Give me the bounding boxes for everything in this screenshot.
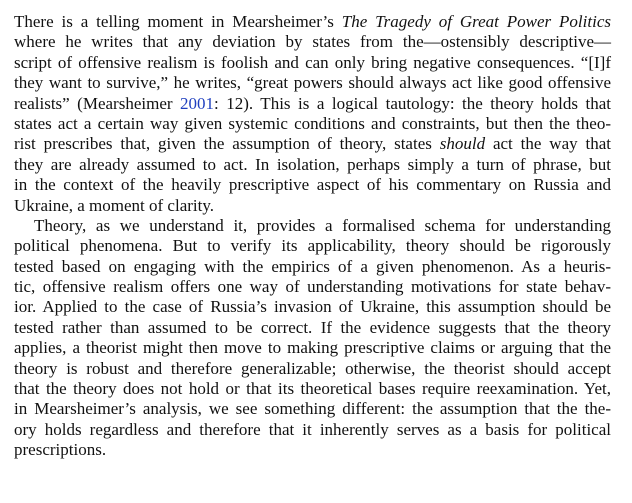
paragraph-2-line-8: [14, 359, 611, 379]
text-segment: realists” (Mearsheimer: [14, 93, 181, 113]
paragraph-2-line-6: [14, 318, 611, 338]
paragraph-2-line-9: [14, 379, 611, 399]
text-segment: they are already assumed to act. In isolation, perhaps simply a turn of phrase, but: [14, 154, 611, 174]
paragraph-2-line-3: [14, 257, 611, 277]
text-segment: that the theory does not hold or that its theoretical bases require reexamination. Yet,: [14, 379, 611, 399]
document-body: [14, 12, 611, 461]
text-segment: applies, a theorist might then move to making prescriptive claims or arguing that the: [14, 338, 611, 358]
paragraph-2-line-1: [14, 216, 611, 236]
paragraph-1-line-10: [14, 196, 611, 216]
text-segment: tic, offensive realism offers one way of understanding motivations for state behav-: [14, 277, 611, 297]
paragraph-1-line-2: [14, 32, 611, 52]
text-segment: where he writes that any deviation by states from the—ostensibly descriptive—: [14, 32, 611, 52]
text-segment: rist prescribes that, given the assumption of theory, states: [14, 134, 440, 154]
text-segment: theory is robust and therefore generalizable; otherwise, the theorist should accept: [14, 358, 611, 378]
citation-link[interactable]: 2001: [180, 93, 215, 113]
paragraph-2-line-10: [14, 399, 611, 419]
paragraph-1-line-6: [14, 114, 611, 134]
paragraph-2-line-5: [14, 297, 611, 317]
paragraph-1-line-9: [14, 175, 611, 195]
text-segment: ior. Applied to the case of Russia’s invasion of Ukraine, this assumption should be: [14, 297, 611, 317]
paragraph-2-line-11: [14, 420, 611, 440]
paragraph-2-line-12: [14, 440, 611, 460]
paragraph-1-line-8: [14, 155, 611, 175]
text-segment: script of offensive realism is foolish and can only bring negative consequences. “[I]f: [14, 52, 611, 72]
paragraph-1-line-3: [14, 53, 611, 73]
paragraph-1-line-1: [14, 12, 611, 32]
paragraph-2-line-4: [14, 277, 611, 297]
text-segment: states act a certain way given systemic conditions and constraints, but then the theo-: [14, 113, 611, 133]
text-segment: political phenomena. But to verify its applicability, theory should be rigorously: [14, 236, 611, 256]
paragraph-2-line-2: [14, 236, 611, 256]
paragraph-2-line-7: [14, 338, 611, 358]
paragraph-1-line-5: [14, 94, 611, 114]
text-segment: There is a telling moment in Mearsheimer’s: [14, 12, 342, 31]
text-segment: ory holds regardless and therefore that it inherently serves as a basis for political: [14, 419, 611, 439]
paragraph-1-line-7: [14, 134, 611, 154]
italic-text: should: [439, 134, 486, 154]
paragraph-1-line-4: [14, 73, 611, 93]
text-segment: they want to survive,” he writes, “great powers should always act like good offensive: [14, 73, 611, 93]
text-segment: Theory, as we understand it, provides a formalised schema for understanding: [34, 215, 611, 235]
text-segment: in Mearsheimer’s analysis, we see something different: the assumption that the the-: [14, 399, 611, 419]
text-segment: in the context of the heavily prescriptive aspect of his commentary on Russia and: [14, 175, 611, 195]
text-segment: tested rather than assumed to be correct. If the evidence suggests that the theory: [14, 317, 611, 337]
text-segment: tested based on engaging with the empirics of a given phenomenon. As a heuris-: [14, 256, 611, 276]
text-segment: Ukraine, a moment of clarity.: [14, 195, 214, 215]
text-segment: act the way that: [485, 134, 611, 154]
italic-text: The Tragedy of Great Power Politics: [341, 12, 611, 31]
text-segment: : 12). This is a logical tautology: the theory holds that: [214, 93, 611, 113]
text-segment: prescriptions.: [14, 440, 107, 460]
